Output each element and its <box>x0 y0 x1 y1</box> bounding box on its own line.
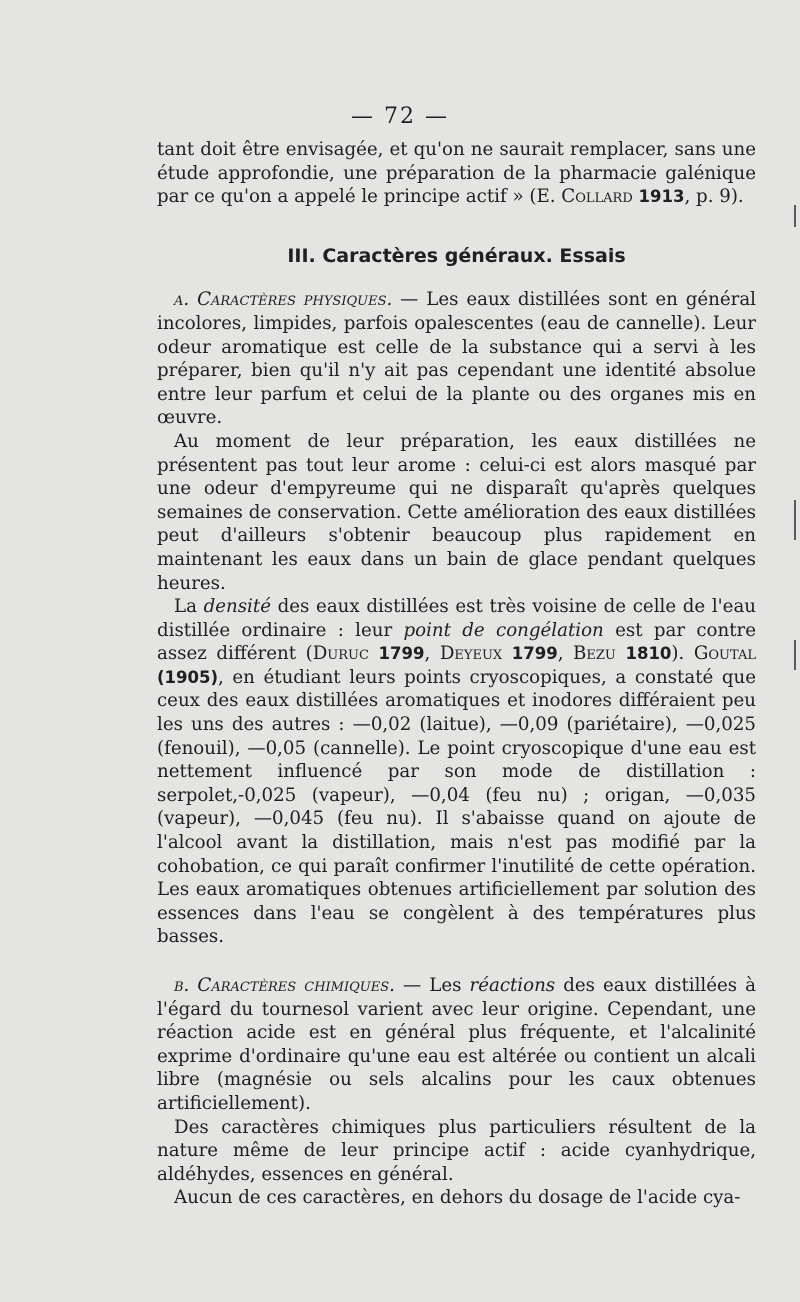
ref-bezu-year: 1810 <box>625 644 672 664</box>
physical-paragraph-2: Au moment de leur préparation, les eaux distillées ne présentent pas tout leur arome : celui-ci est alors masqué par une odeur d'empyreume qui ne disparaît qu'après quelques semaines de conservation. Cette amélioration des eaux distillées peut d'ailleurs s'obtenir beaucoup plus rapidement en maintenant les eaux dans un bain de glace pendant quelques heures. <box>157 430 756 594</box>
p3-text-c: est par contre assez différent ( <box>157 619 756 665</box>
ref-deyeux-year: 1799 <box>511 644 558 664</box>
chemical-paragraph-1 <box>157 974 756 1116</box>
chemical-paragraph-2: Des caractères chimiques plus particuliers résultent de la nature même de leur principe actif : acide cyanhydrique, aldéhydes, essences en général. <box>157 1116 756 1185</box>
scan-margin-mark <box>794 500 796 540</box>
ref-author: E. Collard <box>536 186 633 208</box>
ref-bezu-name: Bezu <box>573 643 616 665</box>
chemical-p1-text-a: — Les <box>394 975 470 996</box>
intro-paragraph <box>157 138 756 209</box>
physical-label: a. Caractères physiques. <box>174 289 393 311</box>
section-heading: III. Caractères généraux. Essais <box>287 244 626 267</box>
chemical-paragraph-3: Aucun de ces caractères, en dehors du dosage de l'acide cya- <box>174 1187 741 1209</box>
ref-year: 1913 <box>638 187 685 207</box>
chemical-emphasis-reactions: réactions <box>469 975 556 996</box>
physical-p1-text: — Les eaux distillées sont en général incolores, limpides, parfois opalescentes (eau de cannelle). Leur odeur aromatique est celle de la substance qui a servi à les préparer, bien qu'il n'y ait pas cependant une identité absolue entre leur parfum et celui de la plante ou des organes mis en œuvre. <box>157 289 756 429</box>
p3-text-d: , en étudiant leurs points cryoscopiques, a constaté que ceux des eaux distillées aromatiques et inodores différaient peu les uns des autres : —0,02 (laitue), —0,09 (pariétaire), —0,025 (fenouil), —0,05 (cannelle). Le point cryoscopique d'une eau est nettement influencé par son mode de distillation : serpolet,-0,025 (vapeur), —0,04 (feu nu) ; origan, —0,035 (vapeur), —0,045 (feu nu). Il s'abaisse quand on ajoute de l'alcool avant la distillation, mais n'est pas modifié par la cohobation, ce qui paraît confirmer l'inutilité de cette opération. Les eaux aromatiques obtenues artificiellement par solution des essences dans l'eau se congèlent à des températures plus basses. <box>157 666 756 948</box>
p3-text-b: des eaux distillées est très voisine de celle de l'eau distillée ordinaire : leur <box>157 596 756 641</box>
ref-goutal-name: Goutal <box>693 643 756 665</box>
p3-emphasis-densite: densité <box>203 596 271 618</box>
intro-text: tant doit être envisagée, et qu'on ne saurait remplacer, sans une étude approfondie, une préparation de la pharmacie galénique par ce qu'on a appelé le principe actif » ( <box>157 139 756 208</box>
ref-duruc-name: Duruc <box>312 643 369 665</box>
page-number: — 72 — <box>351 104 449 129</box>
body-text <box>157 138 756 1210</box>
ref-page: , p. 9). <box>684 186 744 208</box>
p3-text-a: La <box>174 596 204 618</box>
ref-goutal-year: (1905) <box>157 667 219 687</box>
physical-paragraph-3: La densité des eaux distillées est très voisine de celle de l'eau distillée ordinaire : leur point de congélation est par contre assez différent (Duruc 1799, Deyeux 1799, Bezu 1810). Goutal (1905), en étudiant leurs points cryoscopiques, a constaté que ceux des eaux distillées aromatiques et inodores différaient peu les uns des autres : —0,02 (laitue), —0,09 (pariétaire), —0,025 (fenouil), —0,05 (cannelle). Le point cryoscopique d'une eau est nettement influencé par son mode de distillation : serpolet,-0,025 (vapeur), —0,04 (feu nu) ; origan, —0,035 (vapeur), —0,045 (feu nu). Il s'abaisse quand on ajoute de l'alcool avant la distillation, mais n'est pas modifié par la cohobation, ce qui paraît confirmer l'inutilité de cette opération. Les eaux aromatiques obtenues artificiellement par solution des essences dans l'eau se congèlent à des températures plus basses. <box>157 596 756 948</box>
p3-emphasis-congelation: point de congélation <box>403 619 604 641</box>
physical-paragraph-1 <box>157 288 756 430</box>
chemical-p1-text-b: des eaux distillées à l'égard du tournesol varient avec leur origine. Cependant, une réaction acide est en général plus fréquente, et l'alcalinité exprime d'ordinaire qu'une eau est altérée ou contient un alcali libre (magnésie ou sels alcalins pour les caux obtenues artificiellement). <box>157 975 756 1114</box>
ref-deyeux-name: Deyeux <box>439 643 503 665</box>
scan-margin-mark <box>794 640 796 670</box>
chemical-label: b. Caractères chimiques. <box>174 975 395 996</box>
ref-duruc-year: 1799 <box>378 644 425 664</box>
scan-margin-mark <box>794 205 796 227</box>
